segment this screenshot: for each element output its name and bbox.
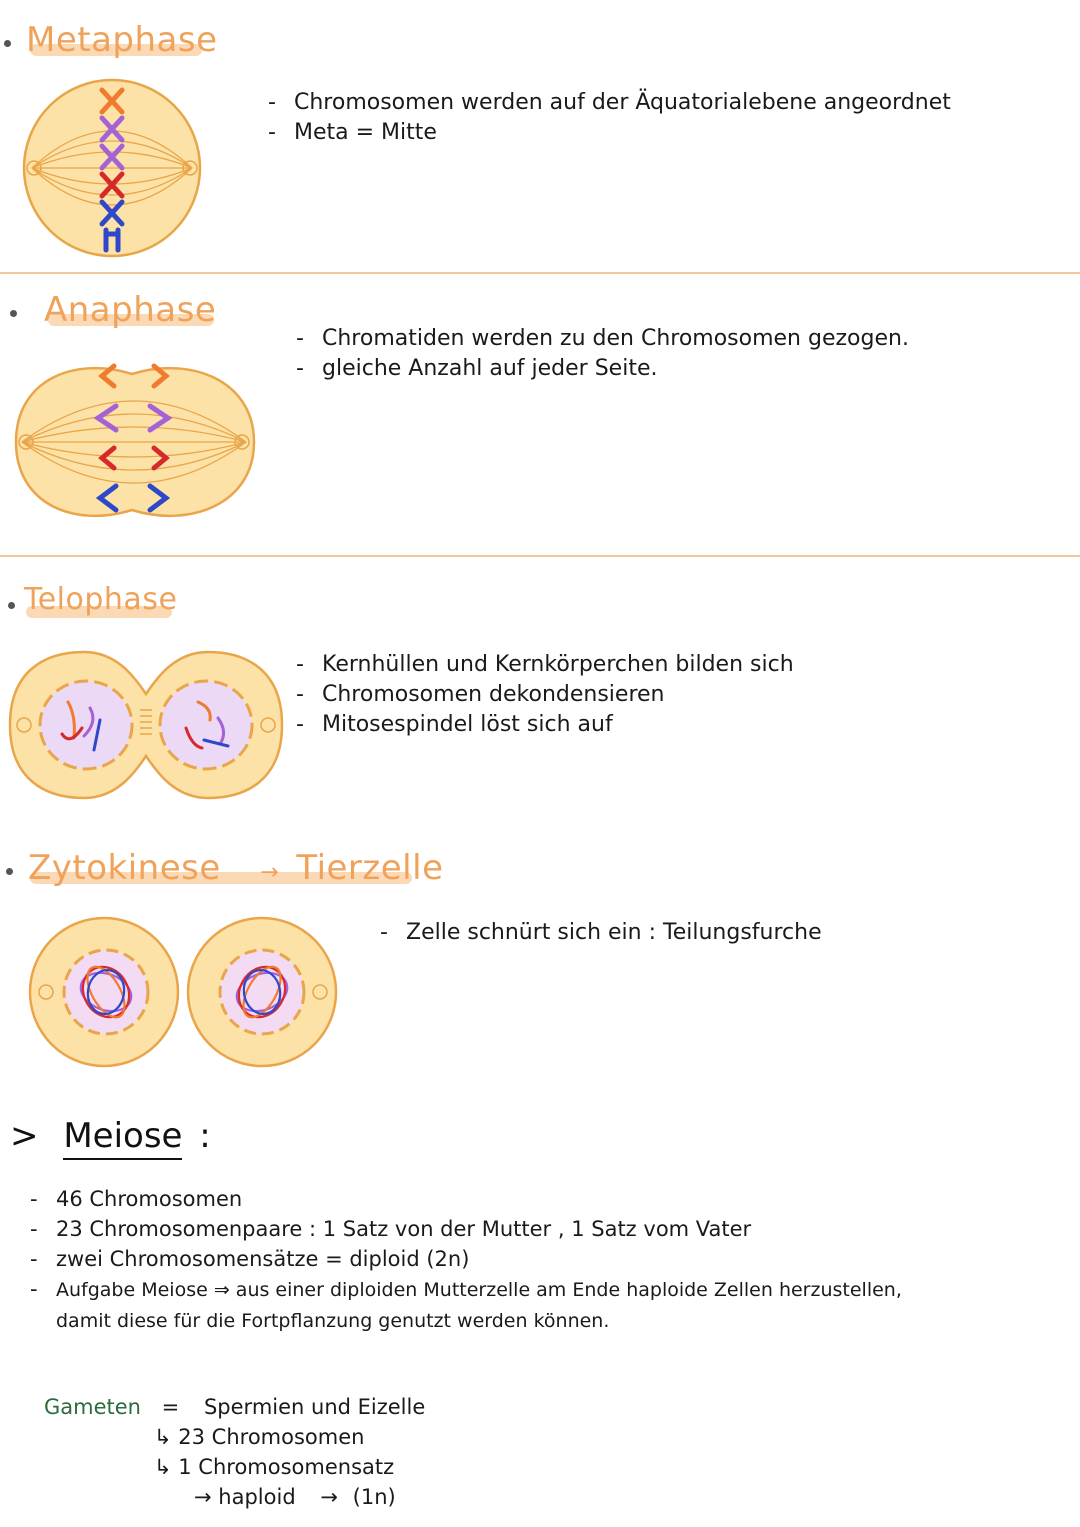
metaphase-notes: [268, 88, 951, 148]
bullet-telophase: [8, 602, 15, 609]
meiose-colon: :: [199, 1116, 211, 1156]
meiose-heading: [10, 1116, 211, 1156]
telophase-notes: [296, 650, 794, 740]
meiose-title: Meiose: [63, 1116, 182, 1160]
anaphase-notes: [296, 324, 909, 384]
section-divider: [0, 272, 1080, 274]
zytokinese-title: Zytokinese: [28, 848, 221, 888]
arrow-icon: →: [194, 1485, 212, 1509]
note-line: - Kernhüllen und Kernkörperchen bilden sich: [296, 652, 794, 677]
arrow-icon: →: [320, 1485, 338, 1509]
note-line: - Zelle schnürt sich ein : Teilungsfurche: [380, 920, 822, 945]
gameten-sub: ↳ 1 Chromosomensatz: [154, 1455, 395, 1479]
gameten-label: Gameten: [44, 1395, 141, 1419]
equals-sign: =: [161, 1395, 180, 1419]
note-line: - Meta = Mitte: [268, 120, 437, 145]
note-line: - Chromosomen dekondensieren: [296, 682, 665, 707]
section-title-anaphase: Anaphase: [44, 290, 217, 330]
gameten-sub-haploid: → haploid → (1n): [194, 1485, 396, 1509]
zytokinese-notes: [380, 918, 822, 948]
note-line: - Chromosomen werden auf der Äquatorialebene angeordnet: [268, 90, 951, 115]
anaphase-cell-illustration: [4, 350, 264, 534]
meiose-bullet-list: [30, 1184, 902, 1336]
note-line: - Chromatiden werden zu den Chromosomen gezogen.: [296, 326, 909, 351]
list-item-continuation: damit diese für die Fortpflanzung genutzt werden können.: [56, 1310, 610, 1332]
section-title-zytokinese: [28, 848, 443, 888]
metaphase-cell-illustration: [14, 74, 214, 264]
list-item: - 46 Chromosomen: [30, 1187, 243, 1211]
telophase-cell-illustration: [6, 650, 286, 800]
bullet-zytokinese: [6, 868, 13, 875]
bullet-anaphase: [10, 310, 17, 317]
note-line: - Mitosespindel löst sich auf: [296, 712, 613, 737]
list-item: - zwei Chromosomensätze = diploid (2n): [30, 1247, 470, 1271]
list-item: - 23 Chromosomenpaare : 1 Satz von der Mutter , 1 Satz vom Vater: [30, 1217, 752, 1241]
arrow-icon: →: [260, 860, 280, 885]
section-divider: [0, 555, 1080, 557]
gameten-value: Spermien und Eizelle: [203, 1395, 426, 1419]
gameten-row: [44, 1392, 425, 1422]
heading-marker: >: [10, 1116, 39, 1156]
gameten-block: [44, 1392, 425, 1512]
zytokinese-cell-illustration: [26, 912, 346, 1072]
zytokinese-subtitle: Tierzelle: [296, 848, 444, 888]
note-line: - gleiche Anzahl auf jeder Seite.: [296, 356, 658, 381]
bullet-metaphase: [4, 40, 11, 47]
gameten-sub: ↳ 23 Chromosomen: [154, 1425, 365, 1449]
list-item: - Aufgabe Meiose ⇒ aus einer diploiden Mutterzelle am Ende haploide Zellen herzustellen,: [30, 1277, 902, 1301]
section-title-metaphase: Metaphase: [26, 20, 218, 60]
section-title-telophase: Telophase: [24, 582, 178, 617]
